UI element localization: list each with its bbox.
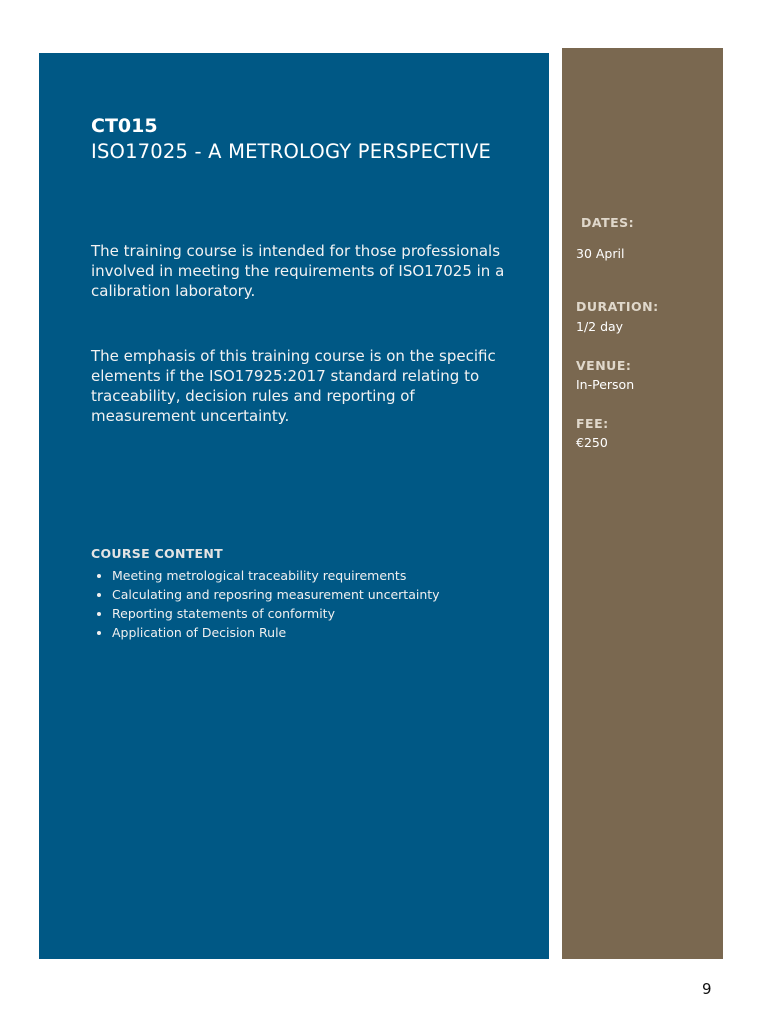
- list-item: • Meeting metrological traceability requirements: [112, 567, 512, 585]
- course-content-list: [91, 567, 512, 643]
- duration-label: DURATION:: [576, 299, 659, 314]
- course-intro-paragraph: The training course is intended for those professionals involved in meeting the requirements of ISO17025 in a calibration laboratory.: [91, 242, 505, 300]
- list-item: • Calculating and reposring measurement uncertainty: [112, 586, 512, 604]
- list-item: • Application of Decision Rule: [112, 624, 512, 642]
- fee-value: €250: [576, 435, 608, 450]
- page-number: 9: [702, 980, 712, 998]
- course-content-heading: COURSE CONTENT: [91, 546, 223, 561]
- course-title: ISO17025 - A METROLOGY PERSPECTIVE: [91, 140, 492, 163]
- course-details-panel: [562, 48, 723, 959]
- list-item: • Reporting statements of conformity: [112, 605, 512, 623]
- course-emphasis-paragraph: The emphasis of this training course is on the specific elements if the ISO17925:2017 standard relating to traceability, decision rules and reporting of measurement uncertainty.: [91, 347, 496, 425]
- venue-value: In-Person: [576, 377, 635, 392]
- duration-value: 1/2 day: [576, 319, 624, 334]
- course-description-panel: [39, 53, 549, 959]
- dates-value: 30 April: [576, 246, 625, 261]
- course-code: CT015: [91, 115, 158, 137]
- dates-label: DATES:: [581, 215, 635, 230]
- fee-label: FEE:: [576, 416, 609, 431]
- venue-label: VENUE:: [576, 358, 632, 373]
